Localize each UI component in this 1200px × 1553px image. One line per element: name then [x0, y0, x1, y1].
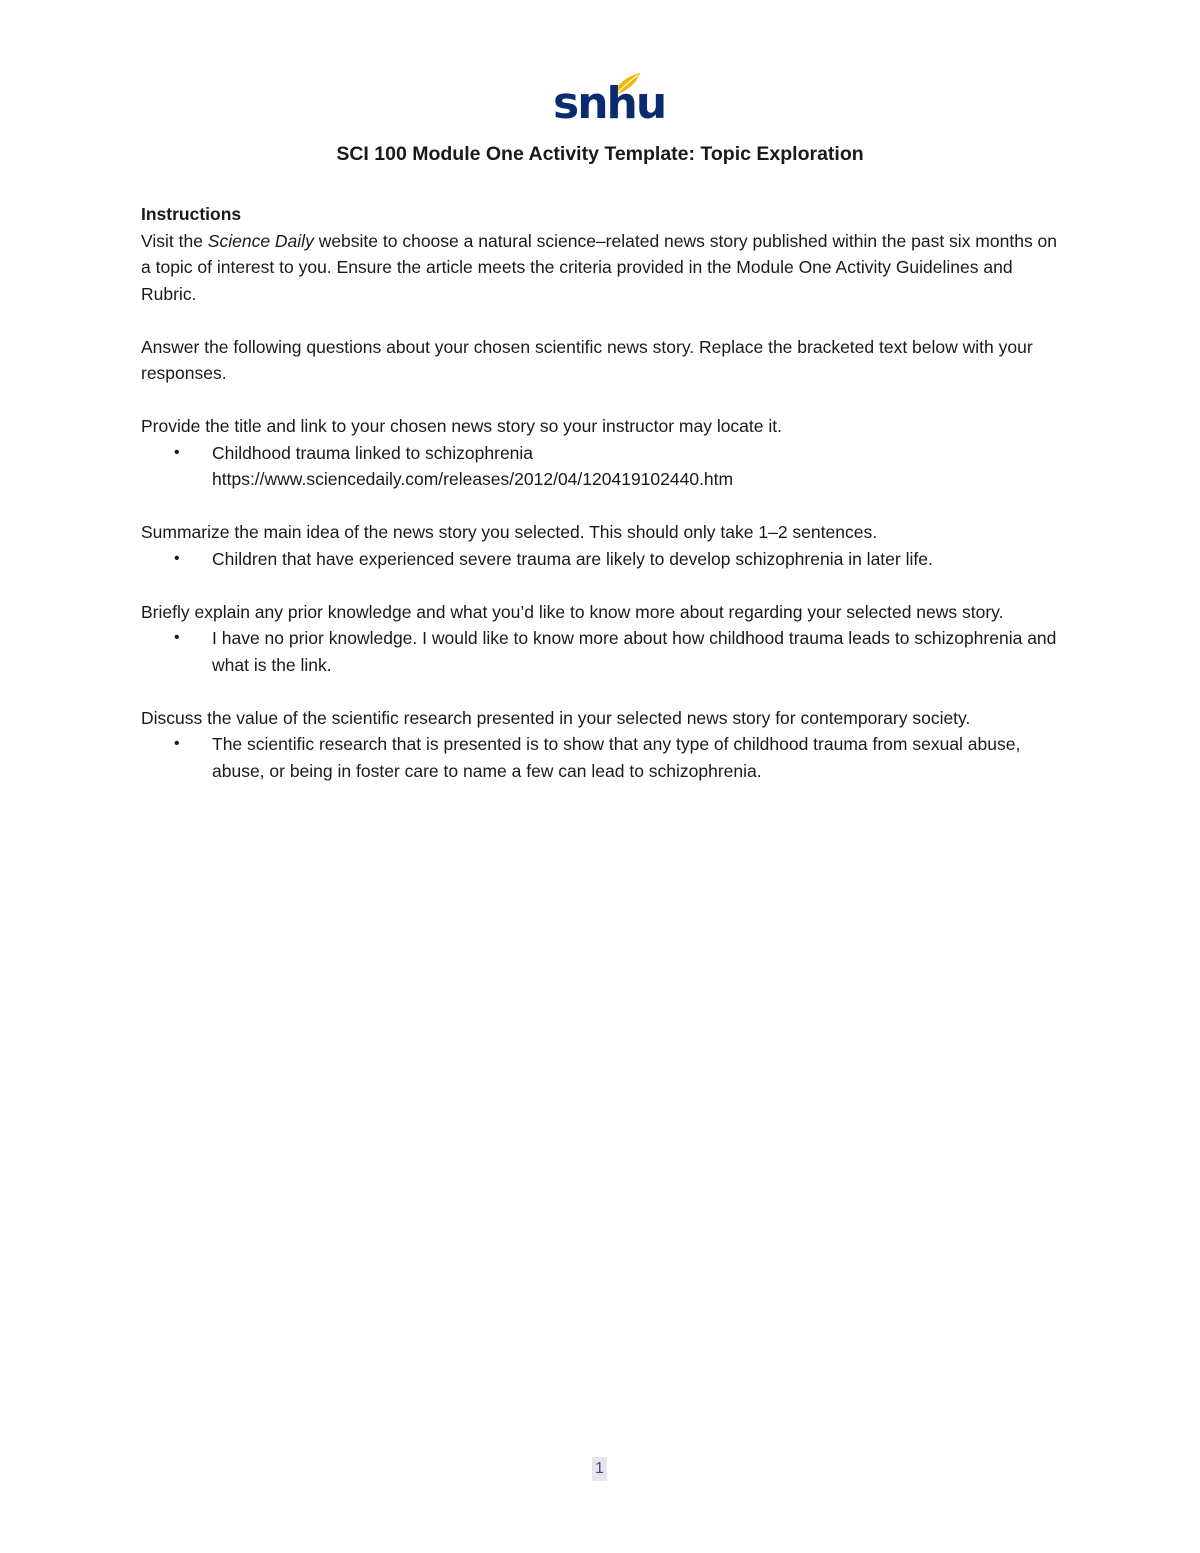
question-3-answer-list: [141, 625, 1071, 678]
question-1-answer-list: [141, 440, 1071, 493]
bullet-icon: •: [174, 629, 180, 646]
question-2-answer: • Children that have experienced severe trauma are likely to develop schizophrenia in later life.: [141, 546, 1071, 573]
page-number: 1: [592, 1457, 607, 1481]
bullet-icon: •: [174, 735, 180, 752]
logo-text: snhu: [553, 78, 666, 129]
science-daily-name: Science Daily: [207, 230, 314, 251]
document-title: SCI 100 Module One Activity Template: Topic Exploration: [336, 143, 864, 165]
instructions-heading: Instructions: [141, 204, 242, 224]
question-4-prompt: Discuss the value of the scientific research presented in your selected news story for contemporary society.: [141, 707, 971, 728]
question-3-answer: • I have no prior knowledge. I would like to know more about how childhood trauma leads to schizophrenia and what is the link.: [141, 625, 1071, 678]
article-link: https://www.sciencedaily.com/releases/2012/04/120419102440.htm: [212, 469, 734, 489]
instructions-paragraph-2: Answer the following questions about your chosen scientific news story. Replace the bracketed text below with your responses.: [141, 336, 1033, 383]
question-4-answer-list: [141, 731, 1071, 784]
question-1-answer: [141, 440, 1071, 493]
question-3-prompt: Briefly explain any prior knowledge and what you’d like to know more about regarding your selected news story.: [141, 601, 1004, 622]
question-2-answer-list: [141, 546, 1071, 573]
instructions-paragraph-1: Visit the Science Daily website to choose a natural science–related news story published within the past six months on a topic of interest to you. Ensure the article meets the criteria provided in the Module One Activity Guidelines and Rubric.: [141, 230, 1058, 304]
bullet-icon: •: [174, 549, 180, 567]
question-1-prompt: Provide the title and link to your chosen news story so your instructor may locate it.: [141, 416, 782, 436]
document-body: [141, 201, 1071, 784]
snhu-logo: [553, 72, 666, 134]
question-4-answer: • The scientific research that is presented is to show that any type of childhood trauma from sexual abuse, abuse, or being in foster care to name a few can lead to schizophrenia.: [141, 731, 1071, 784]
question-2-prompt: Summarize the main idea of the news story you selected. This should only take 1–2 sentences.: [141, 522, 878, 542]
article-title: Childhood trauma linked to schizophrenia: [212, 442, 534, 463]
bullet-icon: •: [174, 443, 180, 461]
